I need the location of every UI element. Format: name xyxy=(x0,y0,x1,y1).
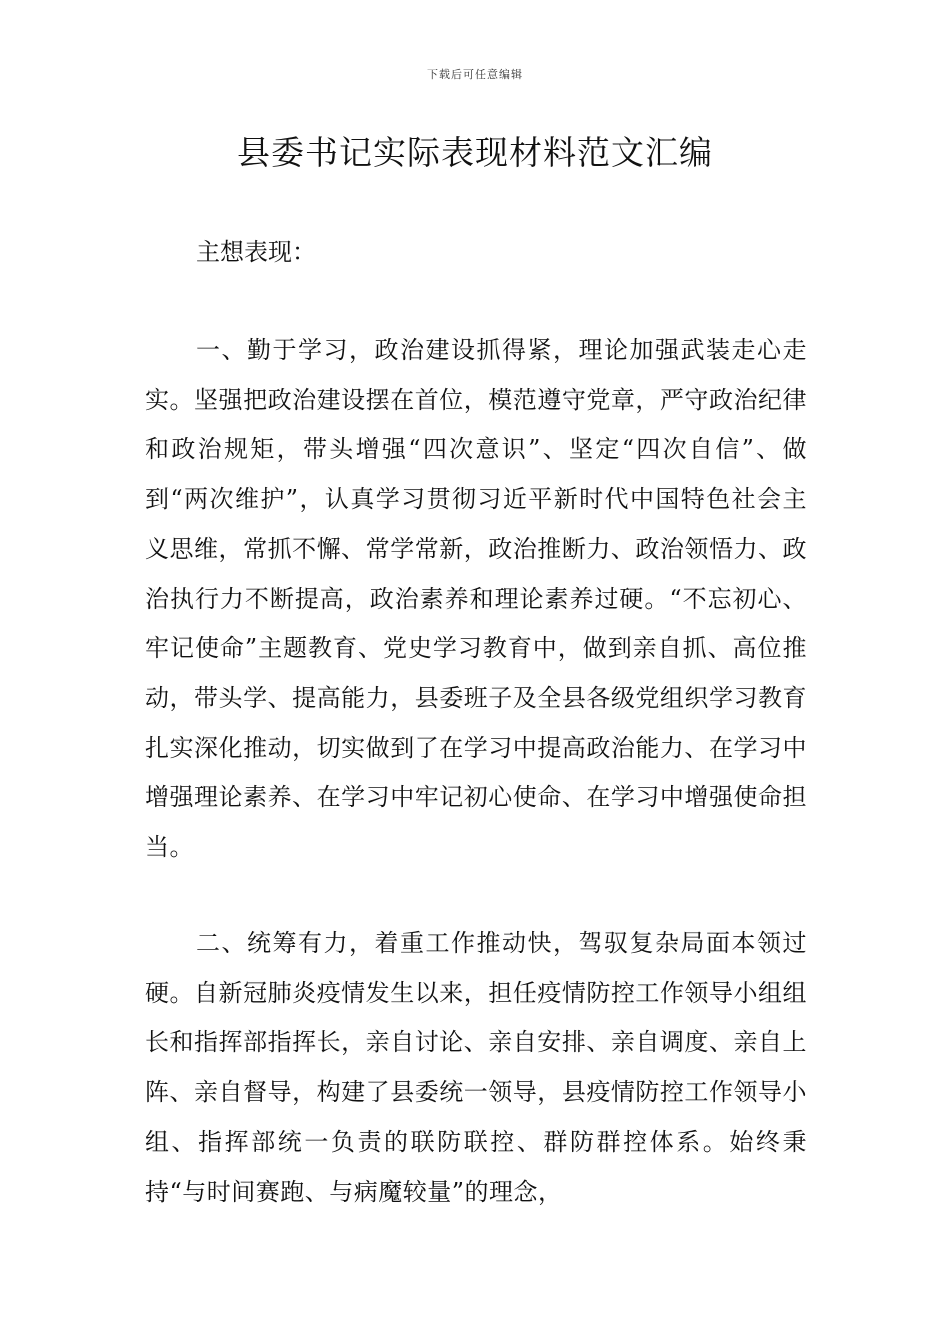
paragraph-1: 一、勤于学习，政治建设抓得紧，理论加强武装走心走实。坚强把政治建设摆在首位，模范遵守党章，严守政治纪律和政治规矩，带头增强“四次意识”、坚定“四次自信”、做到“两次维护”，认真学习贯彻习近平新时代中国特色社会主义思维，常抓不懈、常学常新，政治推断力、政治领悟力、政治执行力不断提高，政治素养和理论素养过硬。“不忘初心、牢记使命”主题教育、党史学习教育中，做到亲自抓、高位推动，带头学、提高能力，县委班子及全县各级党组织学习教育扎实深化推动，切实做到了在学习中提高政治能力、在学习中增强理论素养、在学习中牢记初心使命、在学习中增强使命担当。 xyxy=(145,336,807,862)
section-heading: 主想表现： xyxy=(196,238,316,266)
header-note: 下载后可任意编辑 xyxy=(427,68,523,81)
page-title: 县委书记实际表现材料范文汇编 xyxy=(237,133,713,172)
paragraph-2: 二、统筹有力，着重工作推动快，驾驭复杂局面本领过硬。自新冠肺炎疫情发生以来，担任疫情防控工作领导小组组长和指挥部指挥长，亲自讨论、亲自安排、亲自调度、亲自上阵、亲自督导，构建了县委统一领导，县疫情防控工作领导小组、指挥部统一负责的联防联控、群防群控体系。始终秉持“与时间赛跑、与病魔较量”的理念， xyxy=(145,929,807,1206)
